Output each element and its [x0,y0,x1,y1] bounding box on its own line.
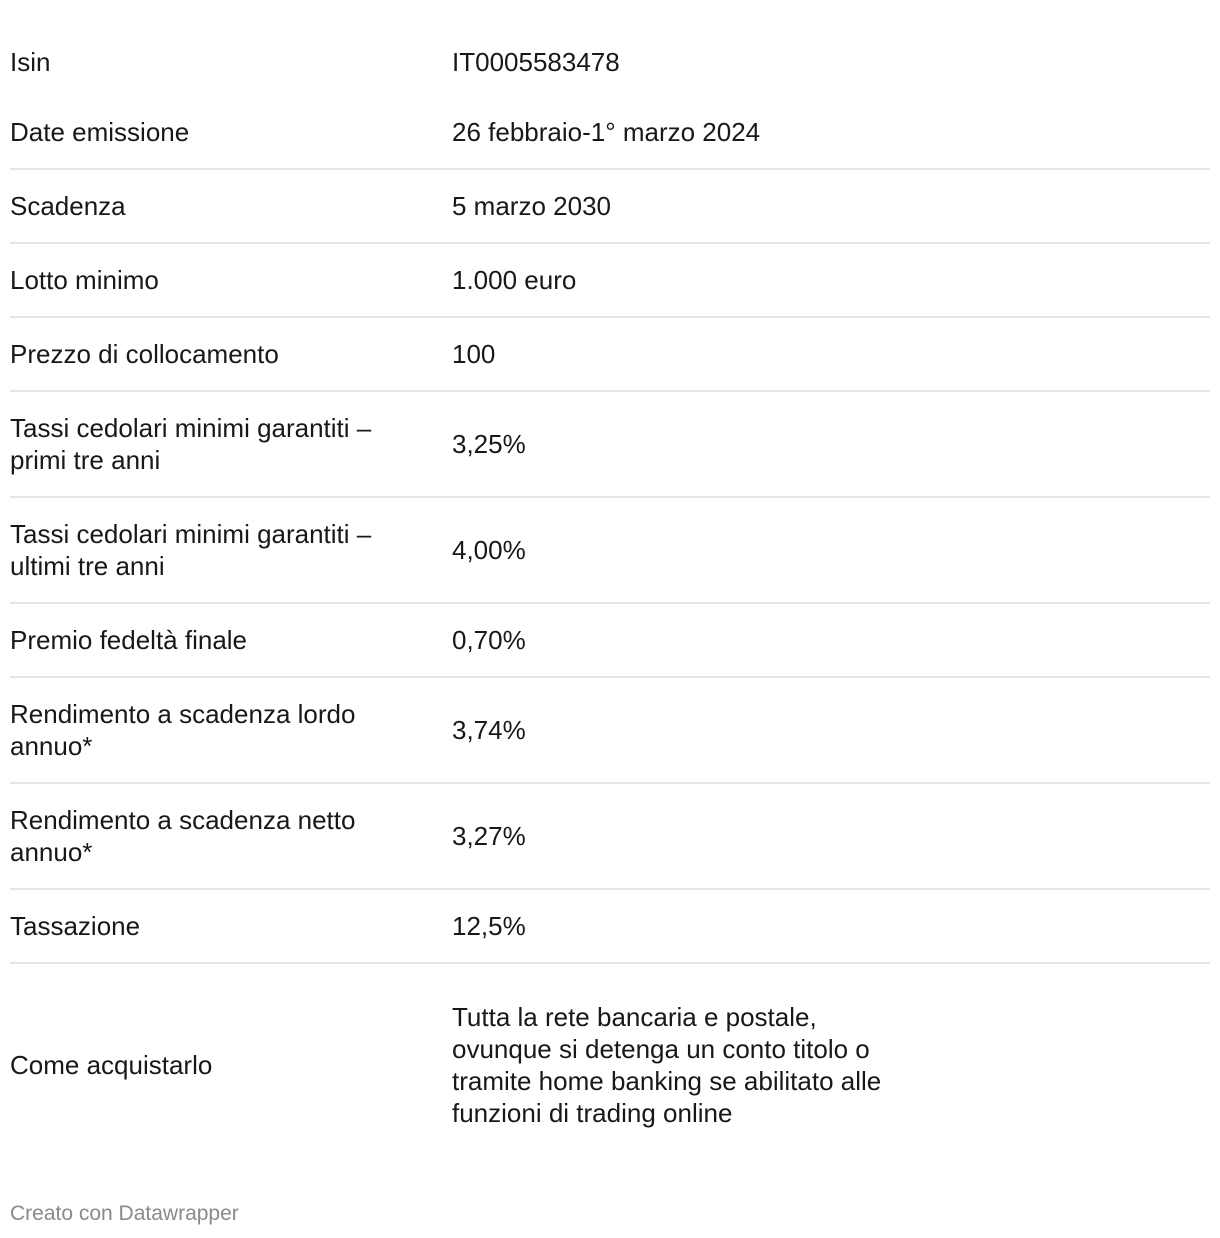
row-label: Lotto minimo [10,243,452,317]
table-row [10,243,1210,317]
row-label: Prezzo di collocamento [10,317,452,391]
row-label: Date emissione [10,96,452,169]
row-value: Tutta la rete bancaria e postale, ovunque si detenga un conto titolo o tramite home banking se abilitato alle funzioni di trading online [452,1002,882,1128]
row-label: Isin [10,47,51,77]
table-row [10,391,1210,497]
row-value: 1.000 euro [452,243,1210,317]
row-label: Scadenza [10,169,452,243]
table-row [10,169,1210,243]
table-row [10,963,1210,1166]
row-value: 3,25% [452,391,1210,497]
row-value: 5 marzo 2030 [452,169,1210,243]
table-row [10,28,1210,96]
row-value: 4,00% [452,497,1210,603]
row-label: Premio fedeltà finale [10,603,452,677]
table-row [10,603,1210,677]
table-row [10,497,1210,603]
row-label: Rendimento a scadenza lordo annuo* [10,677,452,783]
table-row [10,677,1210,783]
row-label: Tassi cedolari minimi garantiti – primi tre anni [10,391,452,497]
table-row [10,889,1210,963]
table-row [10,96,1210,169]
row-value: 3,27% [452,783,1210,889]
datawrapper-credit-link[interactable]: Creato con Datawrapper [10,1202,239,1225]
table-row [10,317,1210,391]
row-label: Tassi cedolari minimi garantiti – ultimi tre anni [10,497,452,603]
row-value: 100 [452,317,1210,391]
row-label: Come acquistarlo [10,1050,213,1080]
table-row [10,783,1210,889]
data-table-container [10,28,1210,1166]
bond-details-table [10,28,1210,1166]
row-value: 0,70% [452,603,1210,677]
row-label: Tassazione [10,889,452,963]
row-value: 12,5% [452,889,1210,963]
row-value: IT0005583478 [452,47,620,77]
row-value: 26 febbraio-1° marzo 2024 [452,96,1210,169]
row-value: 3,74% [452,677,1210,783]
row-label: Rendimento a scadenza netto annuo* [10,783,452,889]
